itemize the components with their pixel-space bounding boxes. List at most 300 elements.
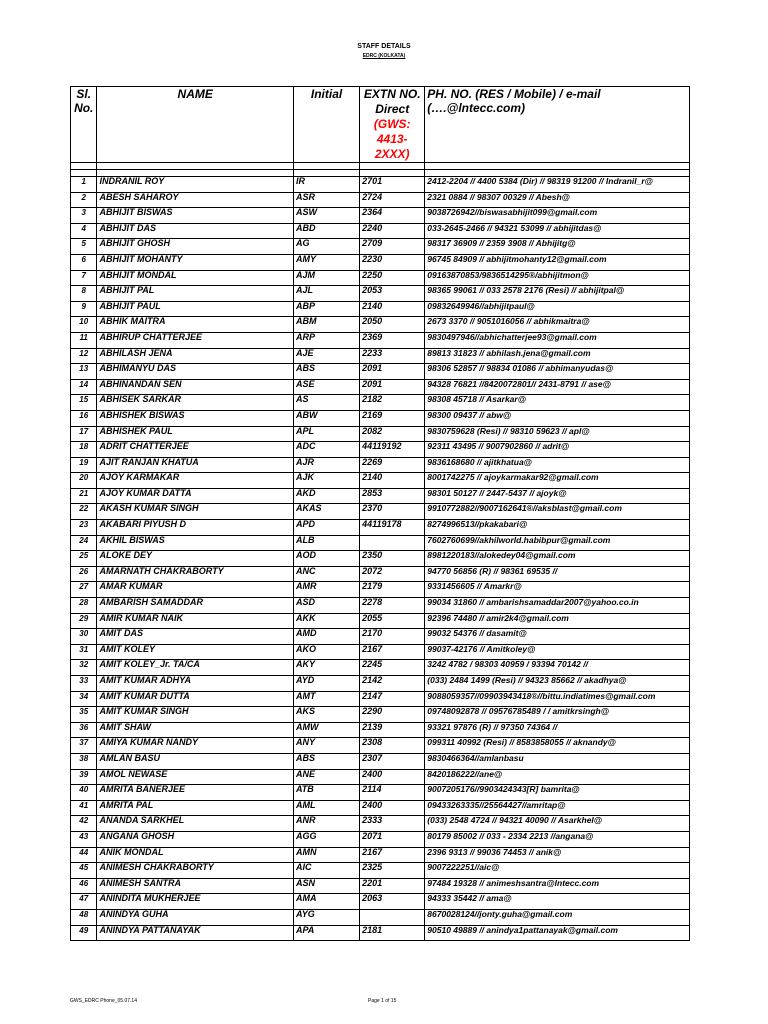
document-subtitle: EDRC (KOLKATA) [362, 53, 406, 59]
table-row [71, 192, 690, 208]
cell-initial: ARP [293, 332, 359, 348]
cell-phone-email: 9836168680 // ajitkhatua@ [425, 457, 690, 473]
cell-initial: ADC [293, 442, 359, 458]
cell-extension: 2139 [360, 722, 425, 738]
table-row [71, 364, 690, 380]
cell-phone-email: 9007205176//9903424343[R] bamrita@ [425, 785, 690, 801]
cell-initial: ASE [293, 379, 359, 395]
table-row [71, 442, 690, 458]
cell-sl-no: 29 [71, 613, 97, 629]
document-title: STAFF DETAILS [357, 43, 411, 50]
blank-row [71, 163, 690, 170]
cell-initial: AMN [293, 847, 359, 863]
header-sl-no [71, 87, 97, 163]
cell-name: ANIMESH SANTRA [97, 878, 293, 894]
table-row [71, 691, 690, 707]
cell-initial: ABS [293, 364, 359, 380]
table-row [71, 426, 690, 442]
cell-phone-email: 94333 35442 // ama@ [425, 894, 690, 910]
cell-initial: ANR [293, 816, 359, 832]
cell-sl-no: 25 [71, 551, 97, 567]
cell-initial: AJR [293, 457, 359, 473]
table-row [71, 707, 690, 723]
cell-phone-email: 94328 76821 //8420072801// 2431-8791 // ase@ [425, 379, 690, 395]
table-row [71, 753, 690, 769]
cell-name: AMIT KUMAR ADHYA [97, 676, 293, 692]
cell-initial: ASD [293, 598, 359, 614]
table-row [71, 769, 690, 785]
cell-name: AMRITA PAL [97, 800, 293, 816]
cell-initial: ABM [293, 317, 359, 333]
cell-extension: 2333 [360, 816, 425, 832]
cell-name: AKHIL BISWAS [97, 535, 293, 551]
table-row [71, 598, 690, 614]
cell-sl-no: 37 [71, 738, 97, 754]
cell-name: AMIT DAS [97, 629, 293, 645]
cell-initial: AMT [293, 691, 359, 707]
cell-initial: AML [293, 800, 359, 816]
cell-phone-email: 9088059357//09903943418®//bittu.indiatimes@gmail.com [425, 691, 690, 707]
cell-name: ANINDYA PATTANAYAK [97, 925, 293, 941]
blank-row [71, 170, 690, 177]
cell-name: ABESH SAHAROY [97, 192, 293, 208]
cell-sl-no: 41 [71, 800, 97, 816]
cell-extension: 2853 [360, 488, 425, 504]
cell-name: ABHINANDAN SEN [97, 379, 293, 395]
cell-extension: 44119178 [360, 520, 425, 536]
cell-sl-no: 48 [71, 909, 97, 925]
cell-sl-no: 14 [71, 379, 97, 395]
cell-name: AMRITA BANERJEE [97, 785, 293, 801]
table-row [71, 395, 690, 411]
cell-extension: 2308 [360, 738, 425, 754]
cell-sl-no: 32 [71, 660, 97, 676]
cell-phone-email: 9007222251//aic@ [425, 863, 690, 879]
cell-sl-no: 43 [71, 831, 97, 847]
cell-phone-email: 2396 9313 // 99036 74453 // anik@ [425, 847, 690, 863]
cell-initial: AKD [293, 488, 359, 504]
cell-initial: ASR [293, 192, 359, 208]
cell-phone-email: 099311 40992 (Resi) // 8583858055 // aknandy@ [425, 738, 690, 754]
table-header-row [71, 87, 690, 163]
cell-extension: 2072 [360, 566, 425, 582]
table-row [71, 566, 690, 582]
table-row [71, 317, 690, 333]
cell-name: ABHIJIT MONDAL [97, 270, 293, 286]
cell-phone-email: 99037-42176 // Amitkoley@ [425, 644, 690, 660]
cell-name: AMLAN BASU [97, 753, 293, 769]
cell-extension: 2369 [360, 332, 425, 348]
cell-name: INDRANIL ROY [97, 177, 293, 193]
cell-phone-email: 2673 3370 // 9051016056 // abhikmaitra@ [425, 317, 690, 333]
cell-sl-no: 47 [71, 894, 97, 910]
cell-extension: 2167 [360, 847, 425, 863]
cell-initial: AJE [293, 348, 359, 364]
cell-phone-email: 98301 50127 // 2447-5437 // ajoyk@ [425, 488, 690, 504]
cell-extension: 2724 [360, 192, 425, 208]
cell-name: ABHIJIT PAL [97, 286, 293, 302]
cell-phone-email: 99032 54376 // dasamit@ [425, 629, 690, 645]
cell-name: AMIT KOLEY_Jr. TA/CA [97, 660, 293, 676]
footer-page-number: Page 1 of 15 [368, 998, 397, 1004]
footer-filename: GWS_EDRC Phone_05.07.14 [70, 998, 137, 1004]
cell-initial: AMY [293, 254, 359, 270]
cell-name: ABHIJIT DAS [97, 223, 293, 239]
cell-initial: ABW [293, 410, 359, 426]
cell-extension: 2269 [360, 457, 425, 473]
cell-sl-no: 8 [71, 286, 97, 302]
table-row [71, 270, 690, 286]
cell-sl-no: 9 [71, 301, 97, 317]
cell-extension: 2701 [360, 177, 425, 193]
cell-sl-no: 4 [71, 223, 97, 239]
cell-name: ABHIJIT BISWAS [97, 208, 293, 224]
cell-extension: 2245 [360, 660, 425, 676]
table-row [71, 629, 690, 645]
cell-extension: 2091 [360, 379, 425, 395]
cell-name: ABHIJIT PAUL [97, 301, 293, 317]
cell-initial: AG [293, 239, 359, 255]
cell-name: ABHIJIT GHOSH [97, 239, 293, 255]
cell-name: AMOL NEWASE [97, 769, 293, 785]
cell-extension [360, 535, 425, 551]
cell-sl-no: 30 [71, 629, 97, 645]
cell-phone-email: 9910772882//9007162641®//aksblast@gmail.com [425, 504, 690, 520]
cell-name: ABHISEK SARKAR [97, 395, 293, 411]
cell-phone-email: 9830466364//amlanbasu [425, 753, 690, 769]
staff-table [70, 86, 690, 941]
table-row [71, 582, 690, 598]
cell-extension: 2140 [360, 473, 425, 489]
cell-sl-no: 33 [71, 676, 97, 692]
cell-phone-email: 9830759628 (Resi) // 98310 59623 // apl@ [425, 426, 690, 442]
table-row [71, 410, 690, 426]
cell-initial: ANC [293, 566, 359, 582]
cell-extension: 2233 [360, 348, 425, 364]
cell-extension: 2364 [360, 208, 425, 224]
table-row [71, 676, 690, 692]
table-row [71, 504, 690, 520]
cell-extension: 2082 [360, 426, 425, 442]
cell-initial: ATB [293, 785, 359, 801]
cell-phone-email: 8670028124//jonty.guha@gmail.com [425, 909, 690, 925]
cell-initial: ANE [293, 769, 359, 785]
cell-phone-email: 9038726942//biswasabhijit099@gmail.com [425, 208, 690, 224]
cell-extension: 2091 [360, 364, 425, 380]
cell-sl-no: 18 [71, 442, 97, 458]
cell-name: ABHISHEK BISWAS [97, 410, 293, 426]
cell-extension: 2230 [360, 254, 425, 270]
table-row [71, 863, 690, 879]
cell-phone-email: 09433263335//25564427//amritap@ [425, 800, 690, 816]
cell-name: ABHIK MAITRA [97, 317, 293, 333]
cell-sl-no: 20 [71, 473, 97, 489]
table-row [71, 520, 690, 536]
cell-extension: 2053 [360, 286, 425, 302]
cell-extension: 2063 [360, 894, 425, 910]
cell-extension: 2050 [360, 317, 425, 333]
cell-phone-email: (033) 2484 1499 (Resi) // 94323 85662 // akadhya@ [425, 676, 690, 692]
header-phone-email: PH. NO. (RES / Mobile) / e-mail (….@lntecc.com) [425, 87, 690, 163]
cell-sl-no: 27 [71, 582, 97, 598]
cell-sl-no: 35 [71, 707, 97, 723]
cell-extension: 2147 [360, 691, 425, 707]
cell-name: AKABARI PIYUSH D [97, 520, 293, 536]
table-row [71, 894, 690, 910]
table-row [71, 208, 690, 224]
cell-sl-no: 7 [71, 270, 97, 286]
table-row [71, 878, 690, 894]
cell-sl-no: 42 [71, 816, 97, 832]
table-row [71, 644, 690, 660]
cell-phone-email: 89813 31823 // abhilash.jena@gmail.com [425, 348, 690, 364]
cell-initial: APD [293, 520, 359, 536]
cell-extension: 2240 [360, 223, 425, 239]
table-row [71, 177, 690, 193]
cell-name: AMIR KUMAR NAIK [97, 613, 293, 629]
table-row [71, 457, 690, 473]
table-row [71, 286, 690, 302]
cell-extension: 2170 [360, 629, 425, 645]
cell-phone-email: 9331456605 // Amarkr@ [425, 582, 690, 598]
cell-extension [360, 909, 425, 925]
header-name: NAME [97, 87, 293, 163]
cell-sl-no: 38 [71, 753, 97, 769]
cell-name: ABHIMANYU DAS [97, 364, 293, 380]
table-row [71, 348, 690, 364]
header-extension [360, 87, 425, 163]
cell-extension: 2278 [360, 598, 425, 614]
cell-name: ADRIT CHATTERJEE [97, 442, 293, 458]
cell-initial: AJM [293, 270, 359, 286]
cell-extension: 2181 [360, 925, 425, 941]
table-row [71, 379, 690, 395]
cell-extension: 2290 [360, 707, 425, 723]
cell-phone-email: 8001742275 // ajoykarmakar92@gmail.com [425, 473, 690, 489]
cell-sl-no: 24 [71, 535, 97, 551]
table-row [71, 535, 690, 551]
table-row [71, 301, 690, 317]
cell-sl-no: 46 [71, 878, 97, 894]
cell-phone-email: 8981220183//alokedey04@gmail.com [425, 551, 690, 567]
cell-initial: ALB [293, 535, 359, 551]
cell-sl-no: 6 [71, 254, 97, 270]
cell-extension: 2114 [360, 785, 425, 801]
cell-name: ABHISHEK PAUL [97, 426, 293, 442]
cell-sl-no: 19 [71, 457, 97, 473]
cell-name: AKASH KUMAR SINGH [97, 504, 293, 520]
cell-sl-no: 31 [71, 644, 97, 660]
table-row [71, 223, 690, 239]
cell-phone-email: 99034 31860 // ambarishsamaddar2007@yahoo.co.in [425, 598, 690, 614]
table-row [71, 239, 690, 255]
cell-initial: AIC [293, 863, 359, 879]
cell-name: AMARNATH CHAKRABORTY [97, 566, 293, 582]
cell-extension: 2307 [360, 753, 425, 769]
cell-initial: APL [293, 426, 359, 442]
cell-initial: AMR [293, 582, 359, 598]
cell-initial: AKK [293, 613, 359, 629]
cell-name: ALOKE DEY [97, 551, 293, 567]
table-row [71, 909, 690, 925]
cell-initial: AMA [293, 894, 359, 910]
table-row [71, 473, 690, 489]
cell-phone-email: 98300 09437 // abw@ [425, 410, 690, 426]
cell-extension: 2142 [360, 676, 425, 692]
cell-extension: 2071 [360, 831, 425, 847]
header-ext-line1: EXTN NO. [363, 87, 421, 101]
table-row [71, 551, 690, 567]
cell-initial: ANY [293, 738, 359, 754]
cell-name: AMIT KUMAR SINGH [97, 707, 293, 723]
cell-phone-email: 8420186222//ane@ [425, 769, 690, 785]
table-row [71, 738, 690, 754]
cell-initial: AMW [293, 722, 359, 738]
table-row [71, 785, 690, 801]
cell-name: ANANDA SARKHEL [97, 816, 293, 832]
table-row [71, 254, 690, 270]
cell-name: AMIT KUMAR DUTTA [97, 691, 293, 707]
cell-sl-no: 22 [71, 504, 97, 520]
cell-initial: ASN [293, 878, 359, 894]
cell-name: AJOY KUMAR DATTA [97, 488, 293, 504]
cell-phone-email: 2321 0884 // 98307 00329 // Abesh@ [425, 192, 690, 208]
cell-sl-no: 28 [71, 598, 97, 614]
cell-sl-no: 45 [71, 863, 97, 879]
cell-phone-email: 7602760699//akhilworld.habibpur@gmail.com [425, 535, 690, 551]
cell-phone-email: 98306 52857 // 98834 01086 // abhimanyudas@ [425, 364, 690, 380]
header-ext-gws: (GWS: 4413-2XXX) [373, 117, 411, 161]
cell-initial: AMD [293, 629, 359, 645]
cell-phone-email: 09748092878 // 09576785489 / / amitkrsingh@ [425, 707, 690, 723]
cell-sl-no: 11 [71, 332, 97, 348]
cell-extension: 2400 [360, 800, 425, 816]
cell-phone-email: 98365 99061 // 033 2578 2176 (Resi) // abhijitpal@ [425, 286, 690, 302]
cell-sl-no: 26 [71, 566, 97, 582]
cell-extension: 2201 [360, 878, 425, 894]
cell-sl-no: 16 [71, 410, 97, 426]
cell-phone-email: 8274996513//pkakabari@ [425, 520, 690, 536]
cell-phone-email: 9830497946//abhichatterjee93@gmail.com [425, 332, 690, 348]
cell-extension: 2167 [360, 644, 425, 660]
table-row [71, 800, 690, 816]
cell-name: ABHILASH JENA [97, 348, 293, 364]
cell-sl-no: 39 [71, 769, 97, 785]
cell-initial: AYD [293, 676, 359, 692]
cell-extension: 2055 [360, 613, 425, 629]
cell-sl-no: 17 [71, 426, 97, 442]
cell-name: AMIT SHAW [97, 722, 293, 738]
table-row [71, 332, 690, 348]
table-row [71, 816, 690, 832]
table-row [71, 831, 690, 847]
cell-sl-no: 36 [71, 722, 97, 738]
cell-initial: AKS [293, 707, 359, 723]
cell-extension: 2400 [360, 769, 425, 785]
cell-extension: 2370 [360, 504, 425, 520]
cell-sl-no: 1 [71, 177, 97, 193]
cell-sl-no: 34 [71, 691, 97, 707]
header-initial: Initial [293, 87, 359, 163]
cell-extension: 2350 [360, 551, 425, 567]
cell-phone-email: 90510 49889 // anindya1pattanayak@gmail.com [425, 925, 690, 941]
cell-name: ANIMESH CHAKRABORTY [97, 863, 293, 879]
cell-phone-email: 98317 36909 // 2359 3908 // Abhijitg@ [425, 239, 690, 255]
cell-phone-email: 033-2645-2466 // 94321 53099 // abhijitdas@ [425, 223, 690, 239]
cell-name: ABHIRUP CHATTERJEE [97, 332, 293, 348]
cell-initial: ABP [293, 301, 359, 317]
cell-initial: AKY [293, 660, 359, 676]
cell-sl-no: 5 [71, 239, 97, 255]
cell-name: AJOY KARMAKAR [97, 473, 293, 489]
table-row [71, 488, 690, 504]
cell-extension: 2325 [360, 863, 425, 879]
cell-initial: AS [293, 395, 359, 411]
cell-sl-no: 15 [71, 395, 97, 411]
table-row [71, 660, 690, 676]
cell-phone-email: 94770 56856 (R) // 98361 69535 // [425, 566, 690, 582]
cell-name: AMBARISH SAMADDAR [97, 598, 293, 614]
cell-extension: 2140 [360, 301, 425, 317]
cell-extension: 2182 [360, 395, 425, 411]
cell-sl-no: 10 [71, 317, 97, 333]
cell-sl-no: 40 [71, 785, 97, 801]
cell-name: AMAR KUMAR [97, 582, 293, 598]
cell-initial: AJL [293, 286, 359, 302]
header-sl-line1: Sl. [76, 87, 92, 101]
cell-phone-email: 09832649946//abhijitpaul@ [425, 301, 690, 317]
cell-phone-email: 92311 43495 // 9007902860 // adrit@ [425, 442, 690, 458]
cell-sl-no: 49 [71, 925, 97, 941]
cell-extension: 2250 [360, 270, 425, 286]
cell-initial: AGG [293, 831, 359, 847]
cell-initial: ABD [293, 223, 359, 239]
cell-extension: 44119192 [360, 442, 425, 458]
cell-name: AJIT RANJAN KHATUA [97, 457, 293, 473]
cell-initial: AYG [293, 909, 359, 925]
cell-sl-no: 2 [71, 192, 97, 208]
cell-sl-no: 44 [71, 847, 97, 863]
cell-initial: APA [293, 925, 359, 941]
cell-extension: 2179 [360, 582, 425, 598]
cell-initial: IR [293, 177, 359, 193]
cell-sl-no: 13 [71, 364, 97, 380]
table-row [71, 925, 690, 941]
cell-name: AMIYA KUMAR NANDY [97, 738, 293, 754]
cell-extension: 2709 [360, 239, 425, 255]
cell-name: ABHIJIT MOHANTY [97, 254, 293, 270]
cell-initial: AOD [293, 551, 359, 567]
cell-initial: AKAS [293, 504, 359, 520]
table-row [71, 847, 690, 863]
cell-phone-email: 09163870853/9836514295®/abhijitmon@ [425, 270, 690, 286]
table-row [71, 722, 690, 738]
cell-phone-email: 80179 85002 // 033 - 2334 2213 //angana@ [425, 831, 690, 847]
cell-initial: ABS [293, 753, 359, 769]
cell-phone-email: 3242 4782 / 98303 40959 / 93394 70142 // [425, 660, 690, 676]
cell-name: ANINDITA MUKHERJEE [97, 894, 293, 910]
cell-name: ANGANA GHOSH [97, 831, 293, 847]
cell-initial: AJK [293, 473, 359, 489]
cell-phone-email: 92396 74480 // amir2k4@gmail.com [425, 613, 690, 629]
cell-phone-email: 98308 45718 // Asarkar@ [425, 395, 690, 411]
cell-phone-email: 96745 84909 // abhijitmohanty12@gmail.com [425, 254, 690, 270]
cell-sl-no: 21 [71, 488, 97, 504]
cell-name: ANINDYA GUHA [97, 909, 293, 925]
header-sl-line2: No. [74, 101, 94, 115]
cell-initial: ASW [293, 208, 359, 224]
cell-name: ANIK MONDAL [97, 847, 293, 863]
